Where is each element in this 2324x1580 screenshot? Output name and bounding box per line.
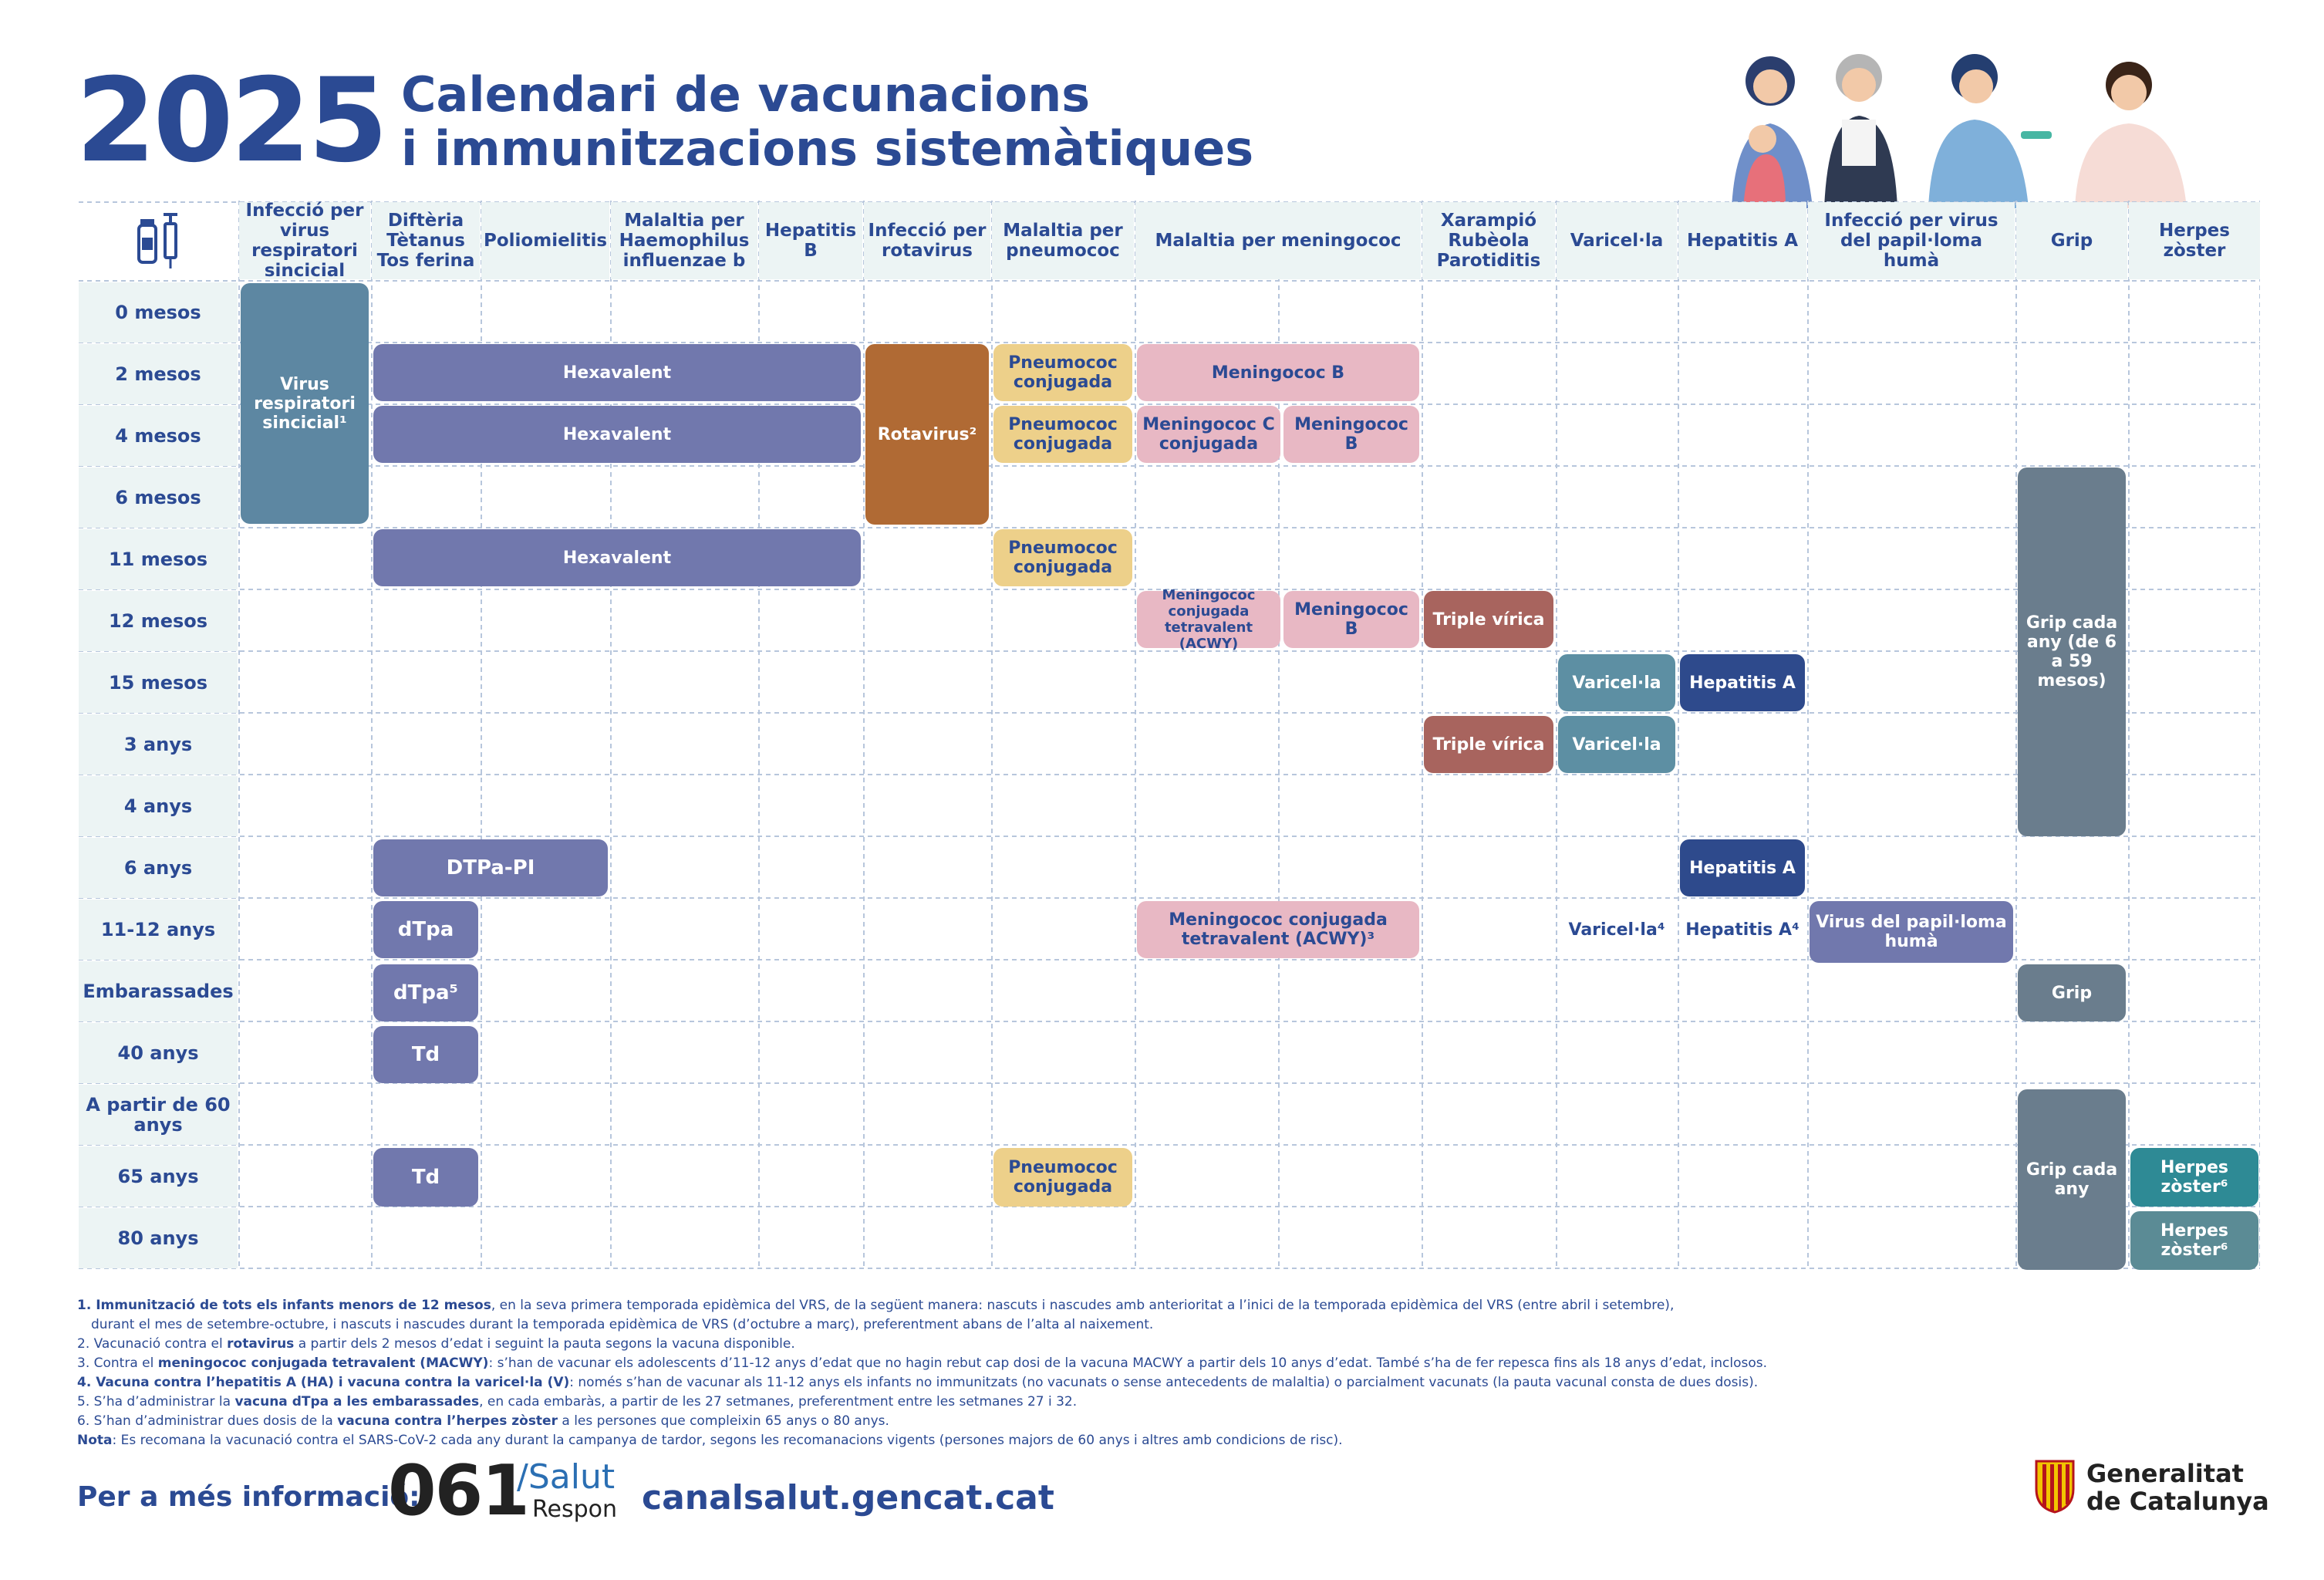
cell-grip-embarassades: Grip [2018, 964, 2126, 1021]
row-label-12-mesos: 12 mesos [79, 591, 238, 651]
row-label-6-mesos: 6 mesos [79, 468, 238, 528]
phone-brand-salut: /Salut [517, 1457, 616, 1497]
row-label-11-12-anys: 11-12 anys [79, 900, 238, 960]
col-header-grip: Grip [2016, 202, 2127, 279]
cell-varicella-15m: Varicel·la [1558, 654, 1675, 711]
cell-dtpa-11-12a: dTpa [373, 901, 478, 958]
cell-herpes-zoster-80a: Herpes zòster⁶ [2130, 1211, 2258, 1270]
cell-dtpa-embarassades: dTpa⁵ [373, 964, 478, 1021]
vaccine-vial-syringe-icon [130, 208, 191, 270]
cell-varicella-3a: Varicel·la [1558, 716, 1675, 773]
col-header-hepa: Hepatitis A [1678, 202, 1806, 279]
footnote-1: 1. Immunització de tots els infants menors de 12 mesos, en la seva primera temporada epidèmica del VRS, de la següent manera: nascuts i nascudes amb anterioritat a l’inici de la temporada epidèmica del VRS (entre abril i setembre), [77, 1298, 1675, 1313]
footnote-nota: Nota: Es recomana la vacunació contra el SARS-CoV-2 cada any durant la campanya de tardor, segons les recomanacions vigents (persones majors de 60 anys i altres amb condicions de risc). [77, 1433, 1343, 1448]
row-label-3-anys: 3 anys [79, 714, 238, 775]
phone-brand-respon: Respon [532, 1496, 617, 1523]
footnote-4: 4. Vacuna contra l’hepatitis A (HA) i vacuna contra la varicel·la (V): només s’han de vacunar als 11-12 anys els infants no immunitzats (no vacunats o sense antecedents de malaltia) o parcialment vacunats (la pauta vacunal consta de dues dosis). [77, 1375, 1759, 1390]
row-label-60-anys: A partir de 60 anys [79, 1085, 238, 1145]
cell-meningococ-b-12m: Meningococ B [1283, 591, 1419, 648]
col-header-hib: Malaltia per Haemophilus influenzae b [611, 202, 757, 279]
cell-hexavalent-4m: Hexavalent [373, 406, 861, 463]
cell-dtpa-pi: DTPa-PI [373, 839, 608, 896]
cell-pneumococ-2m: Pneumococ conjugada [993, 344, 1132, 401]
footnotes [77, 1296, 1774, 1450]
footnote-2: 2. Vacunació contra el rotavirus a partir dels 2 mesos d’edat i seguint la pauta segons la vacuna disponible. [77, 1336, 795, 1352]
col-header-mening: Malaltia per meningococ [1135, 202, 1421, 279]
col-header-herpes: Herpes zòster [2129, 202, 2260, 279]
cell-meningococ-c-4m: Meningococ C conjugada [1137, 406, 1280, 463]
cell-meningococ-acwy-12m: Meningococ conjugada tetravalent (ACWY) [1137, 591, 1280, 648]
generalitat-logo-icon [2033, 1458, 2076, 1514]
cell-triple-virica-12m: Triple vírica [1424, 591, 1553, 648]
cell-td-40a: Td [373, 1026, 478, 1083]
row-label-11-mesos: 11 mesos [79, 529, 238, 589]
cell-pneumococ-65a: Pneumococ conjugada [993, 1148, 1132, 1207]
cell-herpes-zoster-65a: Herpes zòster⁶ [2130, 1148, 2258, 1207]
cell-grip-60a: Grip cada any [2018, 1089, 2126, 1270]
cell-hexavalent-2m: Hexavalent [373, 344, 861, 401]
col-header-rota: Infecció per rotavirus [864, 202, 990, 279]
gov-line-1: Generalitat [2086, 1459, 2244, 1488]
cell-pneumococ-11m: Pneumococ conjugada [993, 529, 1132, 586]
row-label-6-anys: 6 anys [79, 838, 238, 898]
cell-hepatitis-a-15m: Hepatitis A [1680, 654, 1805, 711]
generalitat-name [2086, 1460, 2269, 1515]
website-link[interactable]: canalsalut.gencat.cat [642, 1478, 1054, 1518]
more-info-label: Per a més informació: [77, 1481, 420, 1513]
col-header-vph: Infecció per virus del papil·loma humà [1808, 202, 2015, 279]
cell-hexavalent-11m: Hexavalent [373, 529, 861, 586]
gov-line-2: de Catalunya [2086, 1487, 2269, 1516]
row-label-15-mesos: 15 mesos [79, 653, 238, 713]
col-header-dtp: Diftèria Tètanus Tos ferina [372, 202, 480, 279]
col-header-varicella: Varicel·la [1557, 202, 1677, 279]
col-header-vrs: Infecció per virus respiratori sincicial [239, 202, 370, 279]
title-line-2: i immunitzacions sistemàtiques [401, 120, 1254, 177]
title-line-1: Calendari de vacunacions [401, 66, 1091, 123]
cell-pneumococ-4m: Pneumococ conjugada [993, 406, 1132, 463]
cell-triple-virica-3a: Triple vírica [1424, 716, 1553, 773]
cell-meningococ-b-4m: Meningococ B [1283, 406, 1419, 463]
family-vaccination-illustration [1697, 46, 2206, 208]
footnote-1-cont: durant el mes de setembre-octubre, i nascuts i nascudes durant la temporada epidèmica de VRS (d’octubre a març), preferentment abans de l’alta al naixement. [91, 1317, 1154, 1332]
footnote-5: 5. S’ha d’administrar la vacuna dTpa a les embarassades, en cada embaràs, a partir de les 27 setmanes, preferentment entre les setmanes 27 i 32. [77, 1394, 1078, 1410]
col-header-hepb: Hepatitis B [759, 202, 862, 279]
year-title: 2025 [76, 54, 386, 188]
cell-grip-6-59m: Grip cada any (de 6 a 59 mesos) [2018, 468, 2126, 836]
cell-vph: Virus del papil·loma humà [1810, 901, 2013, 963]
col-header-xrp: Xarampió Rubèola Parotiditis [1422, 202, 1555, 279]
col-header-polio: Poliomielitis [481, 202, 609, 279]
cell-rotavirus: Rotavirus² [865, 344, 989, 525]
col-header-pneumo: Malaltia per pneumococ [992, 202, 1134, 279]
row-label-65-anys: 65 anys [79, 1146, 238, 1207]
footnote-6: 6. S’han d’administrar dues dosis de la vacuna contra l’herpes zòster a les persones que compleixin 65 anys o 80 anys. [77, 1413, 889, 1429]
phone-061[interactable]: 061 [388, 1450, 528, 1531]
row-label-4-anys: 4 anys [79, 776, 238, 836]
row-label-4-mesos: 4 mesos [79, 406, 238, 466]
footnote-3: 3. Contra el meningococ conjugada tetravalent (MACWY): s’han de vacunar els adolescents d’11-12 anys d’edat que no hagin rebut cap dosi de la vacuna MACWY a partir dels 10 anys d’edat. També s’ha de fer repesca fins als 18 anys d’edat, inclosos. [77, 1355, 1768, 1371]
cell-td-65a: Td [373, 1148, 478, 1207]
cell-varicella-11-12a: Varicel·la⁴ [1568, 920, 1665, 940]
page-title [401, 68, 1253, 176]
cell-meningococ-acwy-11-12a: Meningococ conjugada tetravalent (ACWY)³ [1137, 901, 1419, 958]
row-label-80-anys: 80 anys [79, 1208, 238, 1268]
cell-hepatitis-a-6a: Hepatitis A [1680, 839, 1805, 896]
cell-hepatitis-a-11-12a: Hepatitis A⁴ [1685, 920, 1799, 940]
cell-vrs: Virus respiratori sincicial¹ [241, 283, 369, 524]
row-label-2-mesos: 2 mesos [79, 344, 238, 404]
row-label-embarassades: Embarassades [79, 961, 238, 1021]
cell-meningococ-b-2m: Meningococ B [1137, 344, 1419, 401]
row-label-40-anys: 40 anys [79, 1023, 238, 1083]
row-label-0-mesos: 0 mesos [79, 282, 238, 343]
